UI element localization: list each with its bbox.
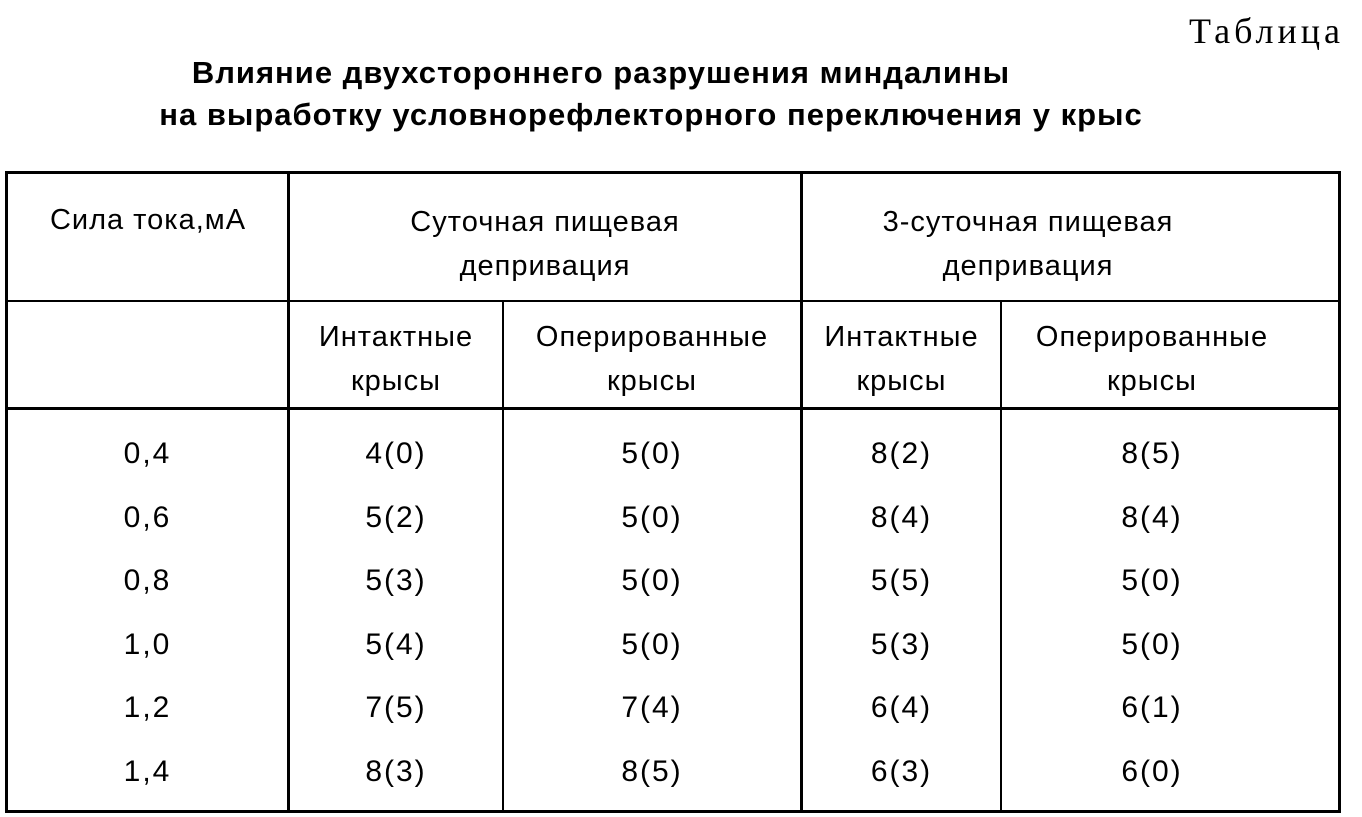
cell-daily-intact: 4(0) bbox=[365, 437, 427, 470]
cell-current: 1,4 bbox=[123, 754, 172, 788]
cell-current: 0,8 bbox=[123, 564, 172, 597]
subheader-intact-2 bbox=[803, 315, 1000, 403]
cell-tri-daily-intact: 5(3) bbox=[870, 627, 933, 661]
table-divider-subheader bbox=[5, 407, 1341, 410]
cell-daily-intact: 5(2) bbox=[365, 500, 427, 534]
table-title bbox=[0, 52, 1362, 136]
cell-daily-operated: 5(0) bbox=[621, 500, 683, 534]
table-caption-label: Таблица bbox=[1189, 11, 1344, 51]
cell-daily-operated: 5(0) bbox=[621, 437, 683, 470]
table-title-line-1: Влияние двухстороннего разрушения миндалины bbox=[191, 55, 1011, 90]
cell-current: 0,6 bbox=[123, 500, 172, 534]
header-group-1 bbox=[290, 200, 800, 288]
cell-tri-daily-operated: 5(0) bbox=[1121, 564, 1183, 597]
header-group-1-line-1: Суточная пищевая bbox=[410, 206, 680, 238]
header-current-text: Сила тока,мА bbox=[49, 204, 247, 236]
table-border-right bbox=[1338, 171, 1341, 813]
cell-current: 1,2 bbox=[123, 691, 172, 724]
cell-daily-operated: 5(0) bbox=[621, 627, 683, 661]
subheader-intact-2-line-2: крысы bbox=[856, 365, 947, 397]
cell-daily-operated: 8(5) bbox=[621, 754, 683, 788]
header-group-2-line-1: 3-суточная пищевая bbox=[882, 206, 1174, 238]
subheader-intact-1 bbox=[290, 315, 502, 403]
cell-tri-daily-intact: 5(5) bbox=[870, 564, 933, 597]
cell-tri-daily-operated: 6(1) bbox=[1121, 691, 1183, 724]
subheader-intact-1-line-2: крысы bbox=[350, 365, 441, 397]
cell-daily-operated: 7(4) bbox=[621, 691, 683, 724]
table-border-bottom bbox=[5, 810, 1341, 813]
cell-daily-intact: 5(3) bbox=[365, 564, 427, 597]
subheader-operated-2-line-2: крысы bbox=[1106, 365, 1197, 397]
table-title-line-2: на выработку условнорефлекторного переключения у крыс bbox=[159, 97, 1143, 132]
cell-tri-daily-operated: 6(0) bbox=[1121, 754, 1183, 788]
table-border-top bbox=[5, 171, 1341, 174]
cell-daily-intact: 8(3) bbox=[365, 754, 427, 788]
header-group-2-line-2: депривация bbox=[942, 250, 1114, 282]
table-divider-header bbox=[5, 300, 1341, 302]
cell-daily-intact: 5(4) bbox=[365, 627, 427, 661]
cell-current: 0,4 bbox=[123, 437, 172, 470]
subheader-intact-2-line-1: Интактные bbox=[824, 321, 979, 353]
subheader-operated-1-line-1: Оперированные bbox=[535, 321, 769, 353]
cell-tri-daily-operated: 8(4) bbox=[1121, 500, 1183, 534]
subheader-operated-2-line-1: Оперированные bbox=[1035, 321, 1269, 353]
cell-daily-intact: 7(5) bbox=[365, 691, 427, 724]
cell-current: 1,0 bbox=[123, 627, 172, 661]
cell-tri-daily-operated: 8(5) bbox=[1121, 437, 1183, 470]
cell-daily-operated: 5(0) bbox=[621, 564, 683, 597]
subheader-intact-1-line-1: Интактные bbox=[318, 321, 474, 353]
cell-tri-daily-operated: 5(0) bbox=[1121, 627, 1183, 661]
cell-tri-daily-intact: 6(3) bbox=[870, 754, 933, 788]
subheader-operated-2 bbox=[1002, 315, 1302, 403]
header-group-2 bbox=[803, 200, 1253, 288]
subheader-operated-1-line-2: крысы bbox=[606, 365, 697, 397]
cell-tri-daily-intact: 6(4) bbox=[870, 691, 933, 724]
cell-tri-daily-intact: 8(2) bbox=[870, 437, 933, 470]
header-group-1-line-2: депривация bbox=[459, 250, 631, 282]
subheader-operated-1 bbox=[504, 315, 800, 403]
header-current-label bbox=[8, 198, 288, 242]
cell-tri-daily-intact: 8(4) bbox=[870, 500, 933, 534]
